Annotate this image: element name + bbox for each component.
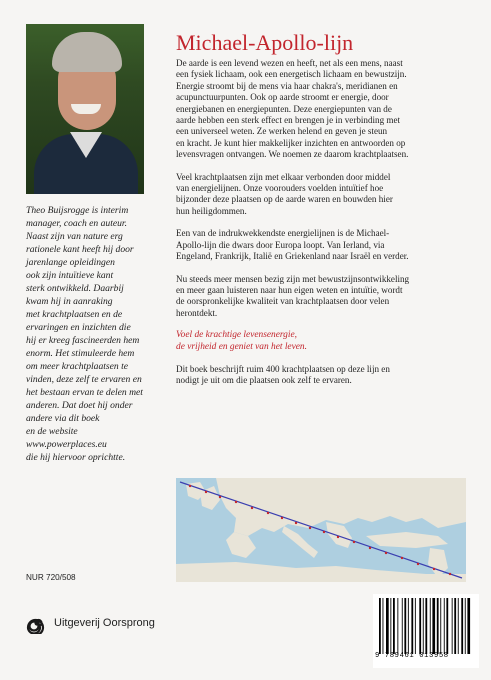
body-paragraph — [176, 274, 476, 320]
publisher-block — [26, 612, 155, 634]
body-line: Een van de indrukwekkendste energielijnen is de Michael- — [176, 228, 390, 239]
body-line: een fysiek lichaam, ook een energetisch lichaam en bewustzijn. — [176, 69, 407, 80]
body-line: Veel krachtplaatsen zijn met elkaar verbonden door middel — [176, 171, 391, 182]
tagline-quote — [176, 330, 476, 353]
barcode-bar — [386, 598, 389, 654]
publisher-name: Uitgeverij Oorsprong — [54, 617, 155, 629]
quote-line: Voel de krachtige levensenergie, — [176, 330, 297, 341]
barcode-bar — [446, 598, 448, 654]
bio-line: ervaringen en inzichten die — [26, 322, 131, 333]
spiral-logo-icon — [26, 612, 48, 634]
body-line: Nu steeds meer mensen bezig zijn met bewustzijnsontwikkeling — [176, 273, 410, 284]
barcode-bar — [397, 598, 398, 654]
barcode-bar — [423, 598, 424, 654]
body-line: acupunctuurpunten. Ook op aarde stroomt er energie, door — [176, 92, 389, 103]
body-line: Engeland, Frankrijk, Italië en Griekenland naar Israël en verder. — [176, 251, 409, 262]
bio-line: ook zijn intuïtieve kant — [26, 270, 114, 281]
barcode-bar — [461, 598, 463, 654]
barcode-bar — [419, 598, 421, 654]
barcode-bars — [379, 598, 473, 654]
map-graphic — [176, 478, 466, 582]
description — [176, 58, 476, 398]
body-line: een universeel weten. Ze werken helend en geven je steun — [176, 126, 388, 137]
barcode-bar — [467, 598, 470, 654]
bio-line: die hij hiervoor oprichtte. — [26, 452, 126, 463]
barcode-bar — [452, 598, 453, 654]
nur-code: NUR 720/508 — [26, 573, 76, 582]
book-title: Michael-Apollo-lijn — [176, 30, 354, 55]
bio-line: rationele kant heeft hij door — [26, 244, 134, 255]
author-bio — [26, 204, 152, 464]
bio-line: om meer krachtplaatsen te — [26, 361, 129, 372]
europe-map — [176, 478, 466, 582]
body-line: en kracht. Je kunt hier makkelijker inzichten en antwoorden op — [176, 137, 406, 148]
isbn-barcode — [373, 594, 479, 668]
barcode-bar — [430, 598, 431, 654]
body-line: aarde hebben een sterk effect en brengen je in verbinding met — [176, 115, 401, 126]
bio-line: en de website — [26, 426, 78, 437]
body-line: de oorspronkelijke kwaliteit van krachtplaatsen door velen — [176, 296, 390, 307]
body-line: van energielijnen. Onze voorouders voelden intuïtief hoe — [176, 183, 384, 194]
bio-line: Theo Buijsrogge is interim — [26, 205, 129, 216]
body-line: en meer gaan luisteren naar hun eigen weten en intuïtie, wordt — [176, 284, 403, 295]
barcode-bar — [425, 598, 427, 654]
bio-line: hij er kreeg fascineerden hem — [26, 335, 140, 346]
bio-line: sterk ontwikkeld. Daarbij — [26, 283, 124, 294]
barcode-bar — [411, 598, 413, 654]
barcode-bar — [458, 598, 459, 654]
barcode-bar — [404, 598, 406, 654]
bio-line: Naast zijn van nature erg — [26, 231, 123, 242]
body-line: bijzonder deze plaatsen op de aarde waren en bouwden hier — [176, 194, 393, 205]
quote-line: de vrijheid en geniet van het leven. — [176, 341, 307, 352]
body-line: energiebanen en energiepunten. Deze energiepunten van de — [176, 103, 392, 114]
barcode-bar — [437, 598, 439, 654]
barcode-bar — [440, 598, 441, 654]
body-line: Energie stroomt bij de mens via haar chakra's, meridianen en — [176, 80, 398, 91]
body-line: De aarde is een levend wezen en heeft, net als een mens, naast — [176, 58, 403, 68]
body-line: Apollo-lijn die dwars door Europa loopt. Van Ierland, via — [176, 239, 385, 250]
bio-line: met krachtplaatsen en de — [26, 309, 123, 320]
barcode-bar — [465, 598, 466, 654]
body-paragraph — [176, 172, 476, 218]
body-paragraph — [176, 58, 476, 161]
closing-line: Dit boek beschrijft ruim 400 krachtplaatsen op deze lijn en — [176, 363, 390, 374]
body-line: hun heiligdommen. — [176, 205, 247, 216]
bio-line: enorm. Het stimuleerde hem — [26, 348, 135, 359]
barcode-bar — [444, 598, 445, 654]
isbn-digits: 9 789461 013958 — [375, 652, 449, 660]
body-line: levensvragen ontvangen. We noemen ze daarom krachtplaatsen. — [176, 149, 409, 160]
bio-line: www.powerplaces.eu — [26, 439, 107, 450]
bio-line: andere via dit boek — [26, 413, 100, 424]
bio-line: kwam hij in aanraking — [26, 296, 113, 307]
bio-line: anderen. Dat doet hij onder — [26, 400, 133, 411]
bio-line: manager, coach en auteur. — [26, 218, 127, 229]
author-photo — [26, 24, 144, 194]
body-line: herontdekt. — [176, 307, 218, 318]
barcode-bar — [415, 598, 416, 654]
barcode-bar — [402, 598, 403, 654]
barcode-bar — [454, 598, 456, 654]
bio-line: jarenlange opleidingen — [26, 257, 115, 268]
barcode-bar — [432, 598, 435, 654]
closing-line: nodigt je uit om die plaatsen ook zelf te ervaren. — [176, 375, 352, 386]
bio-line: vinden, deze zelf te ervaren en — [26, 374, 142, 385]
barcode-bar — [379, 598, 381, 654]
bio-line: het bestaan ervan te delen met — [26, 387, 143, 398]
barcode-bar — [393, 598, 395, 654]
barcode-bar — [408, 598, 409, 654]
closing-paragraph — [176, 364, 476, 387]
body-paragraph — [176, 228, 476, 262]
barcode-bar — [390, 598, 391, 654]
barcode-bar — [383, 598, 384, 654]
